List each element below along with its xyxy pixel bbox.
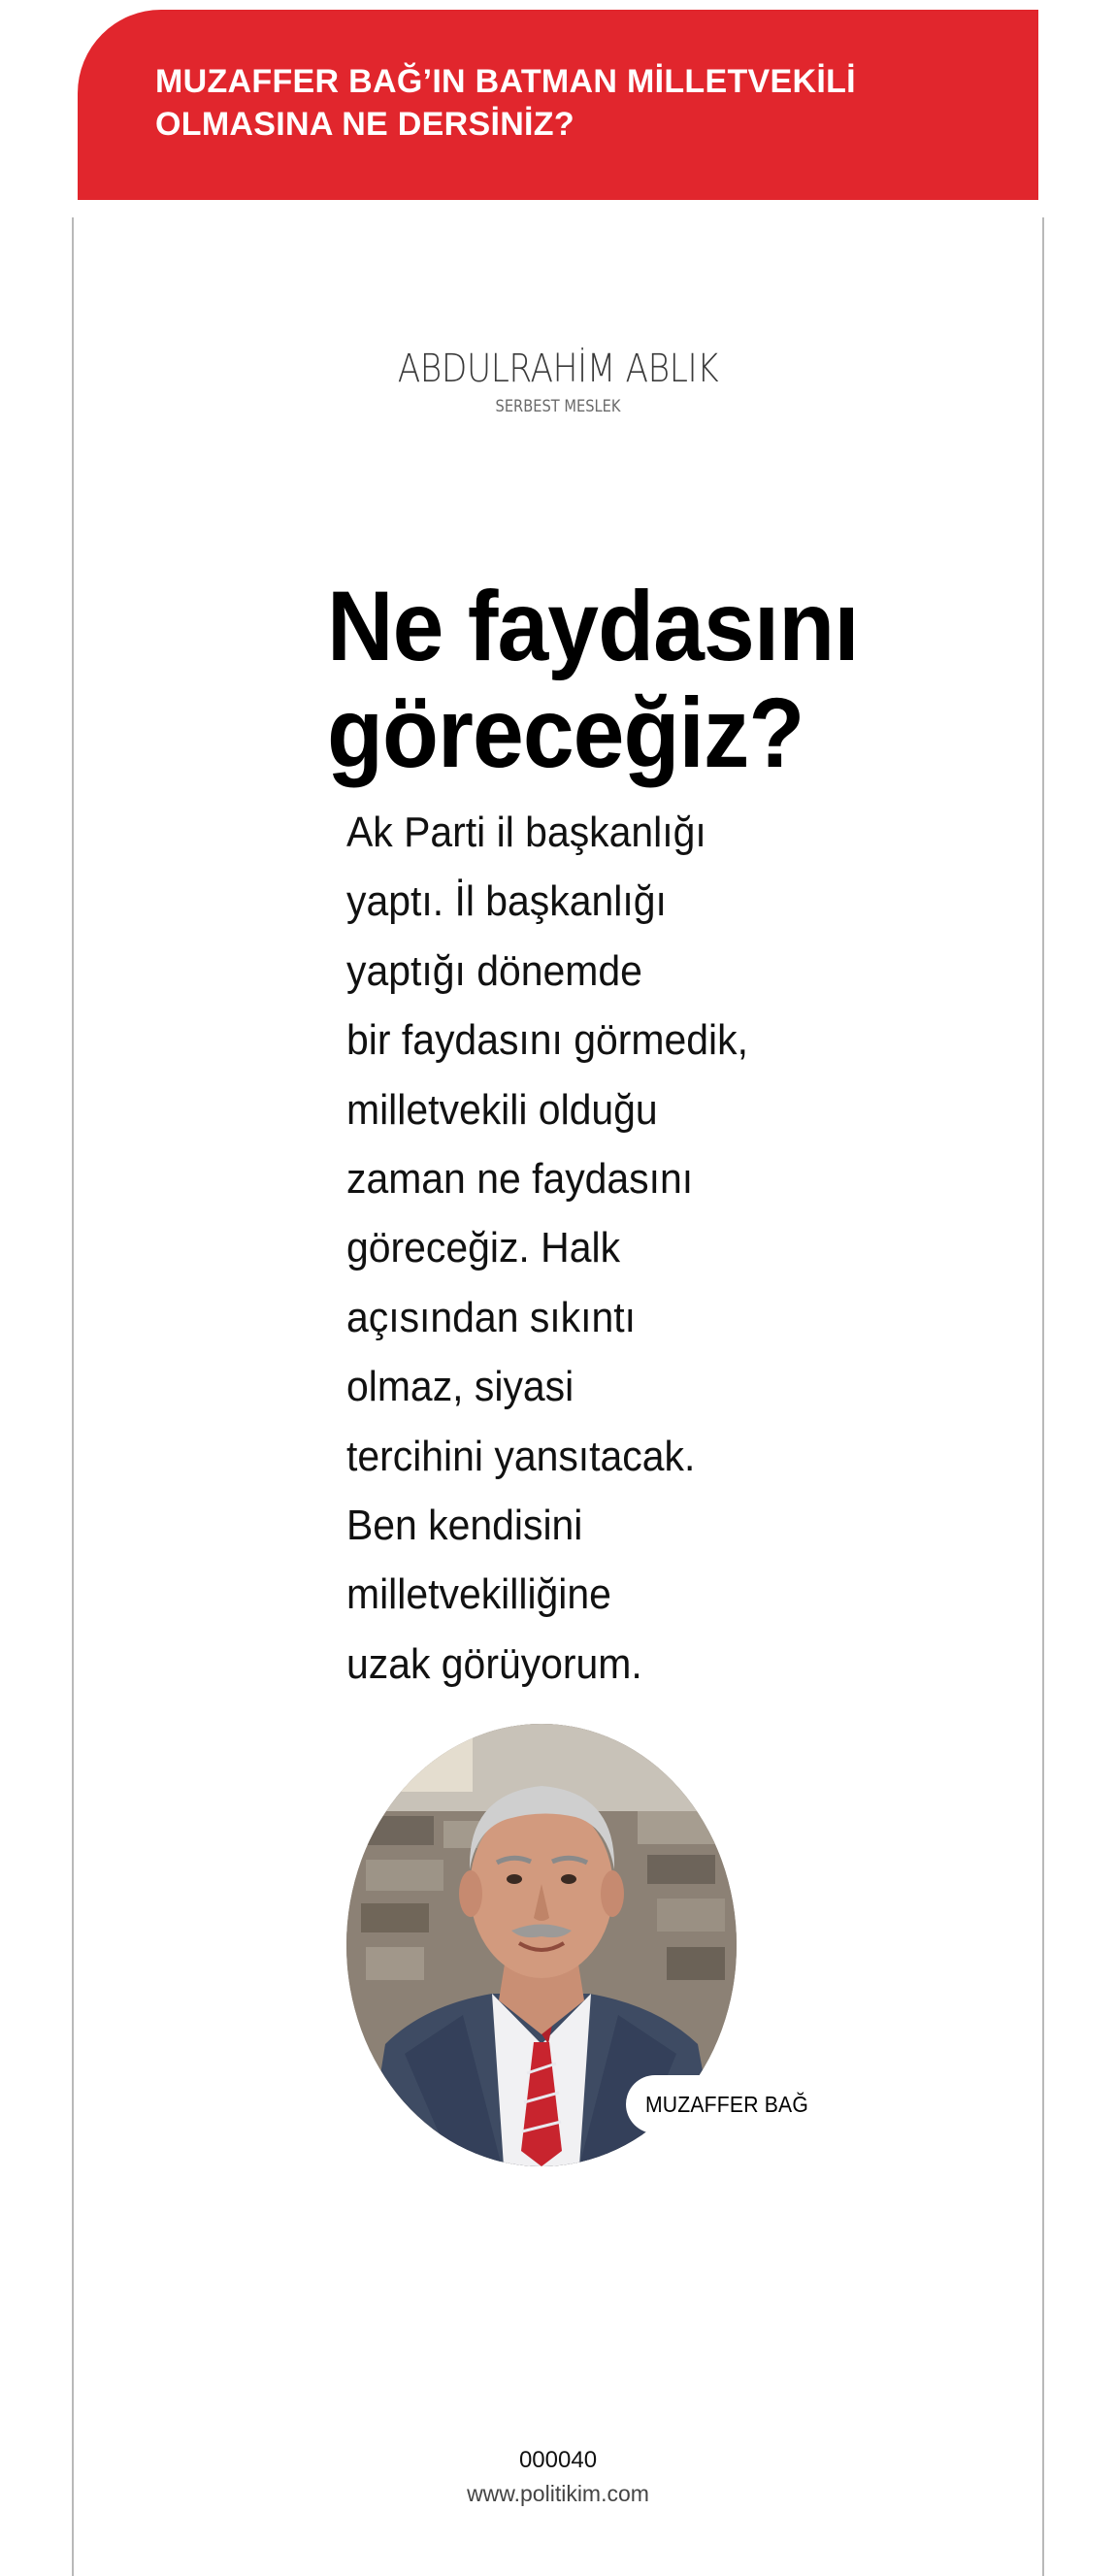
quote-line: bir faydasını görmedik, xyxy=(346,1016,748,1065)
quote-line: zaman ne faydasını xyxy=(346,1155,694,1204)
quote-line: tercihini yansıtacak. xyxy=(346,1432,696,1480)
headline xyxy=(327,573,948,786)
footer-code: 000040 xyxy=(518,2447,598,2473)
quote-line: milletvekilliğine xyxy=(346,1570,611,1619)
headline-line: Ne faydasını xyxy=(327,571,859,681)
frame-line-left xyxy=(72,217,74,2576)
footer xyxy=(0,2446,1116,2508)
author-block xyxy=(0,346,1116,417)
banner-line: OLMASINA NE DERSİNİZ? xyxy=(155,106,574,143)
headline-line: göreceğiz? xyxy=(327,677,804,788)
photo-caption xyxy=(626,2075,849,2133)
quote-line: göreceğiz. Halk xyxy=(346,1224,621,1272)
frame-line-right xyxy=(1042,217,1044,2576)
photo-caption-text: MUZAFFER BAĞ xyxy=(645,2091,808,2117)
banner-line: MUZAFFER BAĞ’IN BATMAN MİLLETVEKİLİ xyxy=(155,63,856,100)
quote-line: yaptı. İl başkanlığı xyxy=(346,877,667,926)
footer-website-link[interactable]: www.politikim.com xyxy=(467,2481,649,2506)
quote-line: Ak Parti il başkanlığı xyxy=(346,809,706,856)
quote-line: uzak görüyorum. xyxy=(346,1639,642,1688)
quote-line: milletvekili olduğu xyxy=(346,1085,658,1134)
quote-line: Ben kendisini xyxy=(346,1502,583,1550)
quote-line: yaptığı dönemde xyxy=(346,946,642,995)
quote-body xyxy=(346,798,890,1699)
author-role: SERBEST MESLEK xyxy=(495,397,621,416)
quote-line: açısından sıkıntı xyxy=(346,1293,636,1341)
author-name: ABDULRAHİM ABLIK xyxy=(397,347,719,391)
question-banner xyxy=(78,10,1038,200)
quote-line: olmaz, siyasi xyxy=(346,1363,574,1411)
